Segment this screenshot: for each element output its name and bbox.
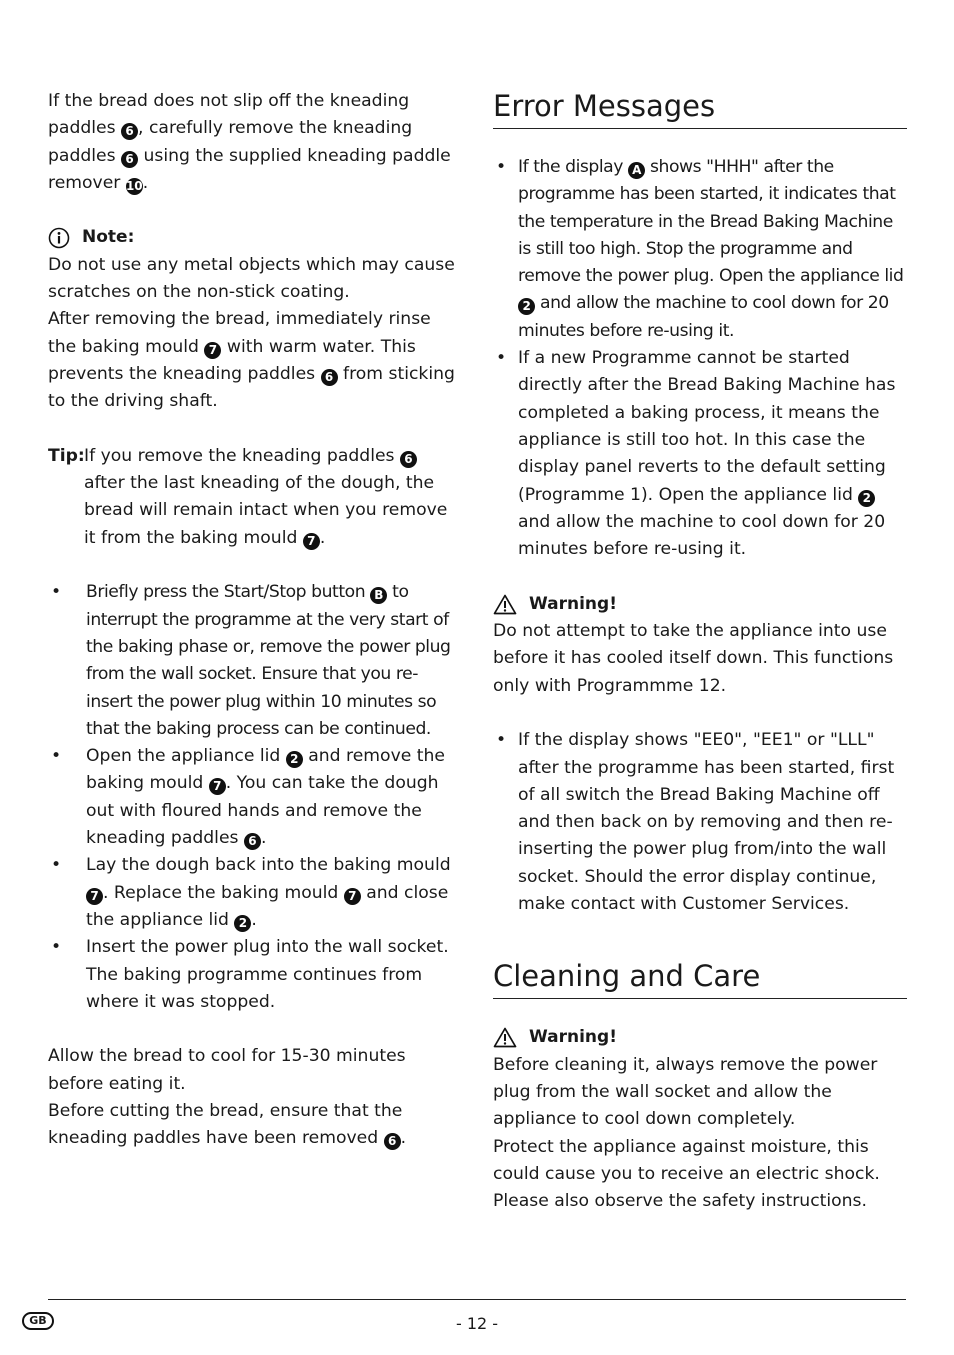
warning-triangle-icon <box>493 594 517 615</box>
part-number-badge: 6 <box>121 151 138 168</box>
part-number-badge: 7 <box>344 888 361 905</box>
warning-label: Warning! <box>529 593 617 614</box>
part-number-badge: 7 <box>204 342 221 359</box>
part-number-badge: 6 <box>121 123 138 140</box>
part-number-badge: 7 <box>86 888 103 905</box>
cleaning-text-safety: Please also observe the safety instructions. <box>493 1191 867 1212</box>
note-text-metal: Do not use any metal objects which may cause scratches on the non-stick coating. <box>48 254 455 303</box>
interrupt-steps-list <box>48 579 458 1016</box>
language-badge: GB <box>22 1312 54 1330</box>
note-heading <box>48 224 458 251</box>
right-column <box>493 88 907 1215</box>
error-messages-heading: Error Messages <box>493 88 907 129</box>
part-number-badge: 6 <box>400 451 417 468</box>
part-number-badge: 6 <box>321 369 338 386</box>
warning-label: Warning! <box>529 1027 617 1048</box>
info-icon <box>48 227 70 249</box>
cooling-paragraph: Allow the bread to cool for 15-30 minutes before eating it. <box>48 1046 406 1094</box>
part-number-badge: 7 <box>303 533 320 550</box>
list-item: • Insert the power plug into the wall socket. The baking programme continues from where it was stopped. <box>48 934 458 1016</box>
left-column <box>48 88 458 1153</box>
cleaning-care-heading: Cleaning and Care <box>493 958 907 999</box>
list-item: • If the display A shows "HHH" after the programme has been started, it indicates that the temperature in the Bread Baking Machine is still too high. Stop the programme and remove the power plug. Open the appliance lid 2 and allow the machine to cool down for 20 minutes before re-using it. <box>493 154 907 345</box>
part-number-badge: 6 <box>384 1133 401 1150</box>
list-item: • Briefly press the Start/Stop button B to interrupt the programme at the very start of the baking phase or, remove the power plug from the wall socket. Ensure that you re-insert the power plug within 10 minutes so that the baking process can be continued. <box>48 579 458 743</box>
tip-block: Tip: If you remove the kneading paddles 6 after the last kneading of the dough, the bread will remain intact when you remove it from the baking mould 7 . <box>48 443 458 552</box>
tip-label: Tip: <box>48 445 85 466</box>
part-number-badge: 2 <box>858 490 875 507</box>
intro-paragraph: If the bread does not slip off the kneading paddles 6 , carefully remove the kneading paddles 6 using the supplied kneading paddle remover 10. <box>48 91 451 193</box>
list-item: • Lay the dough back into the baking mould 7 . Replace the baking mould 7 and close the appliance lid 2 . <box>48 852 458 934</box>
part-letter-badge: B <box>370 587 387 604</box>
part-number-badge: 6 <box>244 833 261 850</box>
part-number-badge: 7 <box>209 778 226 795</box>
part-number-badge: 10 <box>125 178 143 193</box>
warning-heading <box>493 1024 907 1051</box>
list-item: • Open the appliance lid 2 and remove the baking mould 7 . You can take the dough out with floured hands and remove the kneading paddles 6 . <box>48 743 458 852</box>
part-letter-badge: A <box>628 162 645 179</box>
warning-heading <box>493 591 907 618</box>
list-item: • If a new Programme cannot be started directly after the Bread Baking Machine has completed a baking process, it means the appliance is still too hot. In this case the display panel reverts to the default setting (Programme 1). Open the appliance lid 2 and allow the machine to cool down for 20 minutes before re-using it. <box>493 345 907 563</box>
error-messages-list-2 <box>493 727 907 918</box>
error-messages-list <box>493 154 907 563</box>
cleaning-text-unplug: Before cleaning it, always remove the power plug from the wall socket and allow the appliance to cool down completely. <box>493 1054 878 1130</box>
part-number-badge: 2 <box>518 298 535 315</box>
part-number-badge: 2 <box>286 751 303 768</box>
footer-divider <box>48 1299 906 1300</box>
cleaning-text-moisture: Protect the appliance against moisture, this could cause you to receive an electric shock. <box>493 1136 880 1184</box>
cutting-paragraph: Before cutting the bread, ensure that the kneading paddles have been removed 6 . <box>48 1100 407 1149</box>
note-label: Note: <box>82 227 135 248</box>
page-number: - 12 - <box>455 1314 499 1333</box>
warning-text: Do not attempt to take the appliance into use before it has cooled itself down. This functions only with Programmme 12. <box>493 621 894 696</box>
warning-triangle-icon <box>493 1027 517 1048</box>
note-text-rinse: After removing the bread, immediately rinse the baking mould 7 with warm water. This prevents the kneading paddles 6 from sticking to the driving shaft. <box>48 309 455 412</box>
list-item: • If the display shows "EE0", "EE1" or "LLL" after the programme has been started, first of all switch the Bread Baking Machine off and then back on by removing and then re-inserting the power plug from/into the wall socket. Should the error display continue, make contact with Customer Services. <box>493 727 907 918</box>
part-number-badge: 2 <box>234 915 251 932</box>
